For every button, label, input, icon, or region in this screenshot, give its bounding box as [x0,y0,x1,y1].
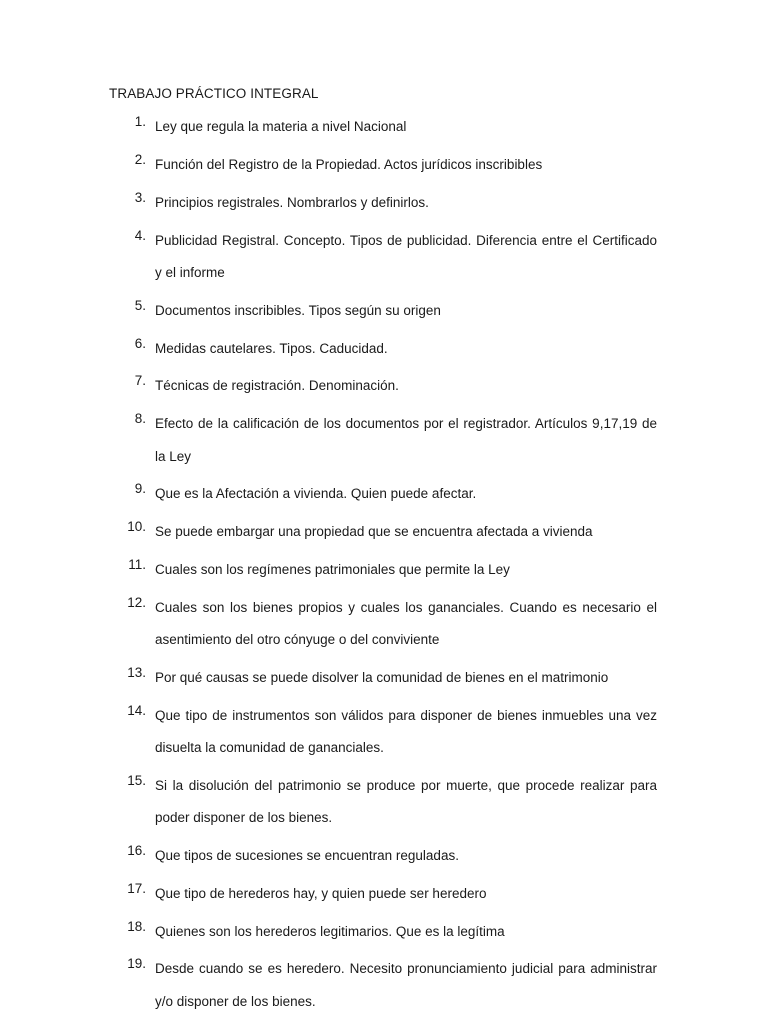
question-text: Que tipo de instrumentos son válidos para disponer de bienes inmuebles una vez disuelta la comunidad de gananciales. [155,707,657,755]
list-item [0,554,768,587]
question-number: 10. [127,519,146,534]
question-text: Por qué causas se puede disolver la comunidad de bienes en el matrimonio [155,669,609,685]
question-text: Cuales son los regímenes patrimoniales que permite la Ley [155,561,510,577]
list-item [0,187,768,220]
question-text: Publicidad Registral. Concepto. Tipos de publicidad. Diferencia entre el Certificado y el informe [155,232,657,280]
question-number: 1. [134,114,146,130]
question-number: 3. [134,189,146,205]
question-number: 4. [134,227,146,243]
question-text: Que tipo de herederos hay, y quien puede ser heredero [155,885,487,901]
question-number: 12. [127,594,146,610]
question-text: Que es la Afectación a vivienda. Quien puede afectar. [155,486,477,502]
list-item [0,149,768,182]
question-text: Documentos inscribibles. Tipos según su origen [155,302,441,318]
question-text: Cuales son los bienes propios y cuales los gananciales. Cuando es necesario el asentimiento del otro cónyuge o del conviviente [155,599,657,647]
question-text: Si la disolución del patrimonio se produce por muerte, que procede realizar para poder disponer de los bienes. [155,777,657,826]
question-text: Medidas cautelares. Tipos. Caducidad. [155,340,388,356]
question-number: 5. [134,297,146,313]
list-item [0,333,768,366]
list-item [0,700,768,765]
list-item [0,662,768,695]
question-text: Se puede embargar una propiedad que se encuentra afectada a vivienda [155,524,593,539]
list-item [0,225,768,290]
list-item [0,916,768,949]
document-title: TRABAJO PRÁCTICO INTEGRAL [109,86,319,101]
question-number: 15. [127,772,146,788]
question-list [0,114,768,1029]
question-text: Ley que regula la materia a nivel Nacional [155,119,407,135]
question-number: 16. [127,843,146,858]
list-item [0,516,768,549]
question-text: Efecto de la calificación de los documentos por el registrador. Artículos 9,17,19 de la Ley [155,416,657,464]
question-number: 18. [127,918,146,934]
list-item [0,592,768,657]
question-number: 9. [134,481,146,497]
list-item [0,878,768,911]
question-number: 19. [127,956,146,972]
list-item [0,295,768,328]
question-text: Técnicas de registración. Denominación. [155,378,399,394]
question-text: Quienes son los herederos legitimarios. Que es la legítima [155,923,505,939]
list-item [0,770,768,835]
question-number: 7. [134,373,146,389]
question-text: Principios registrales. Nombrarlos y definirlos. [155,194,429,210]
question-number: 2. [134,152,146,167]
question-text: Función del Registro de la Propiedad. Actos jurídicos inscribibles [155,157,543,172]
question-number: 14. [127,702,146,718]
list-item [0,478,768,511]
list-item [0,840,768,873]
question-number: 8. [134,411,146,426]
list-item [0,408,768,473]
question-number: 13. [127,664,146,680]
question-number: 11. [128,556,146,572]
list-item [0,370,768,403]
list-item [0,111,768,144]
question-text: Que tipos de sucesiones se encuentran reguladas. [155,848,459,863]
question-text: Desde cuando se es heredero. Necesito pronunciamiento judicial para administrar y/o disponer de los bienes. [155,961,657,1009]
question-number: 17. [127,880,146,896]
question-number: 6. [134,335,146,351]
list-item [0,953,768,1018]
